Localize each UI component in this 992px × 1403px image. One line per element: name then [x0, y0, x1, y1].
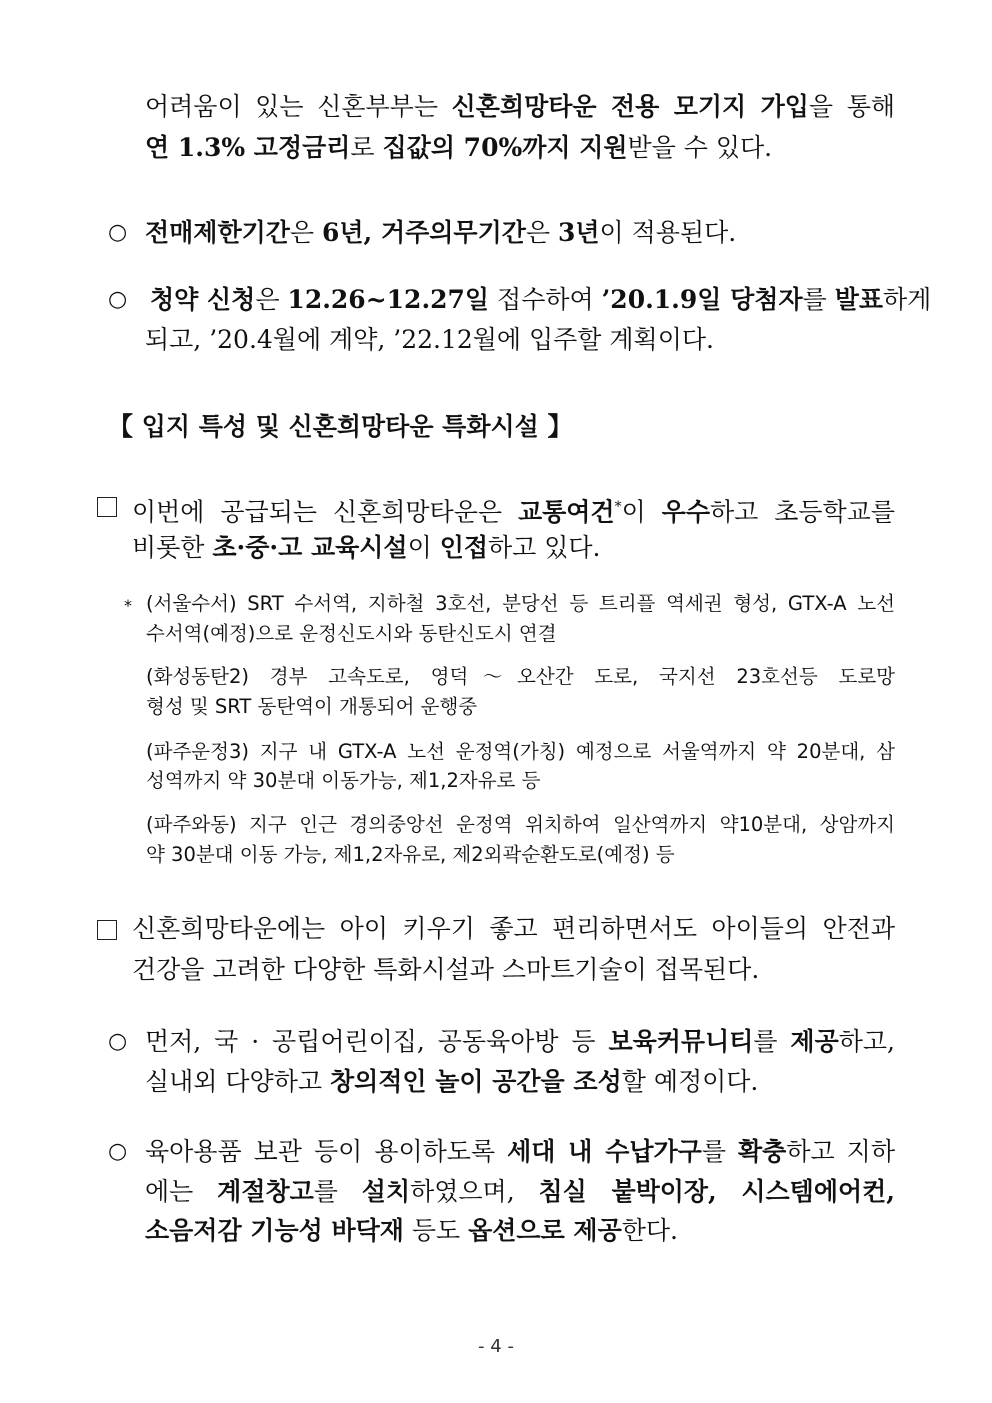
note-wadong-line-2: 약 30분대 이동 가능, 제1,2자유로, 제2외곽순환도로(예정) 등 [146, 843, 675, 866]
circle-bullet-icon: ○ [108, 220, 128, 245]
note-hwaseong-line-2: 형성 및 SRT 동탄역이 개통되어 운행중 [146, 695, 478, 718]
childcare-line-1: 먼저, 국 · 공립어린이집, 공동육아방 등 보육커뮤니티를 제공하고, [145, 1027, 895, 1056]
transport-line-2: 비롯한 초·중·고 교육시설이 인접하고 있다. [132, 533, 601, 562]
circle-bullet-icon: ○ [108, 287, 128, 312]
checkbox-square-icon [97, 920, 117, 940]
storage-line-1: 육아용품 보관 등이 용이하도록 세대 내 수납가구를 확충하고 지하 [145, 1137, 895, 1166]
note-seoul-line-1: (서울수서) SRT 수서역, 지하철 3호선, 분당선 등 트리플 역세권 형성, GTX-A 노선 [146, 592, 895, 615]
intro-line-2: 연 1.3% 고정금리로 집값의 70%까지 지원받을 수 있다. [145, 133, 773, 162]
transport-line-1: 이번에 공급되는 신혼희망타운은 교통여건*이 우수하고 초등학교를 [132, 497, 895, 527]
storage-line-2: 에는 계절창고를 설치하였으며, 침실 붙박이장, 시스템에어컨, [145, 1177, 895, 1206]
page-number: - 4 - [478, 1336, 514, 1357]
storage-line-3: 소음저감 기능성 바닥재 등도 옵션으로 제공한다. [145, 1216, 678, 1245]
intro-line-1: 어려움이 있는 신혼부부는 신혼희망타운 전용 모기지 가입을 통해 [145, 92, 895, 121]
note-seoul-line-2: 수서역(예정)으로 운정신도시와 동탄신도시 연결 [146, 622, 557, 645]
facilities-line-1: 신혼희망타운에는 아이 키우기 좋고 편리하면서도 아이들의 안전과 [132, 914, 895, 943]
note-wadong-line-1: (파주와동) 지구 인근 경의중앙선 운정역 위치하여 일산역까지 약10분대, 상암까지 [146, 813, 895, 836]
childcare-line-2: 실내외 다양하고 창의적인 놀이 공간을 조성할 예정이다. [145, 1067, 759, 1096]
circle-bullet-icon: ○ [108, 1139, 128, 1164]
circle-bullet-icon: ○ [108, 1029, 128, 1054]
schedule-line-1: 청약 신청은 12.26~12.27일 접수하여 ’20.1.9일 당첨자를 발표하게 [150, 285, 932, 314]
checkbox-square-icon [97, 497, 117, 517]
note-unjeong-line-2: 성역까지 약 30분대 이동가능, 제1,2자유로 등 [146, 769, 541, 792]
footnote-star: * [124, 596, 132, 615]
note-hwaseong-line-1: (화성동탄2) 경부 고속도로, 영덕～오산간 도로, 국지선 23호선등 도로망 [146, 665, 895, 688]
facilities-line-2: 건강을 고려한 다양한 특화시설과 스마트기술이 접목된다. [132, 955, 760, 984]
resale-item: 전매제한기간은 6년, 거주의무기간은 3년이 적용된다. [145, 218, 737, 247]
section-heading: 【 입지 특성 및 신혼희망타운 특화시설 】 [108, 412, 573, 441]
schedule-line-2: 되고, ’20.4월에 계약, ’22.12월에 입주할 계획이다. [145, 325, 714, 354]
note-unjeong-line-1: (파주운정3) 지구 내 GTX-A 노선 운정역(가칭) 예정으로 서울역까지 약 20분대, 삼 [146, 740, 895, 763]
